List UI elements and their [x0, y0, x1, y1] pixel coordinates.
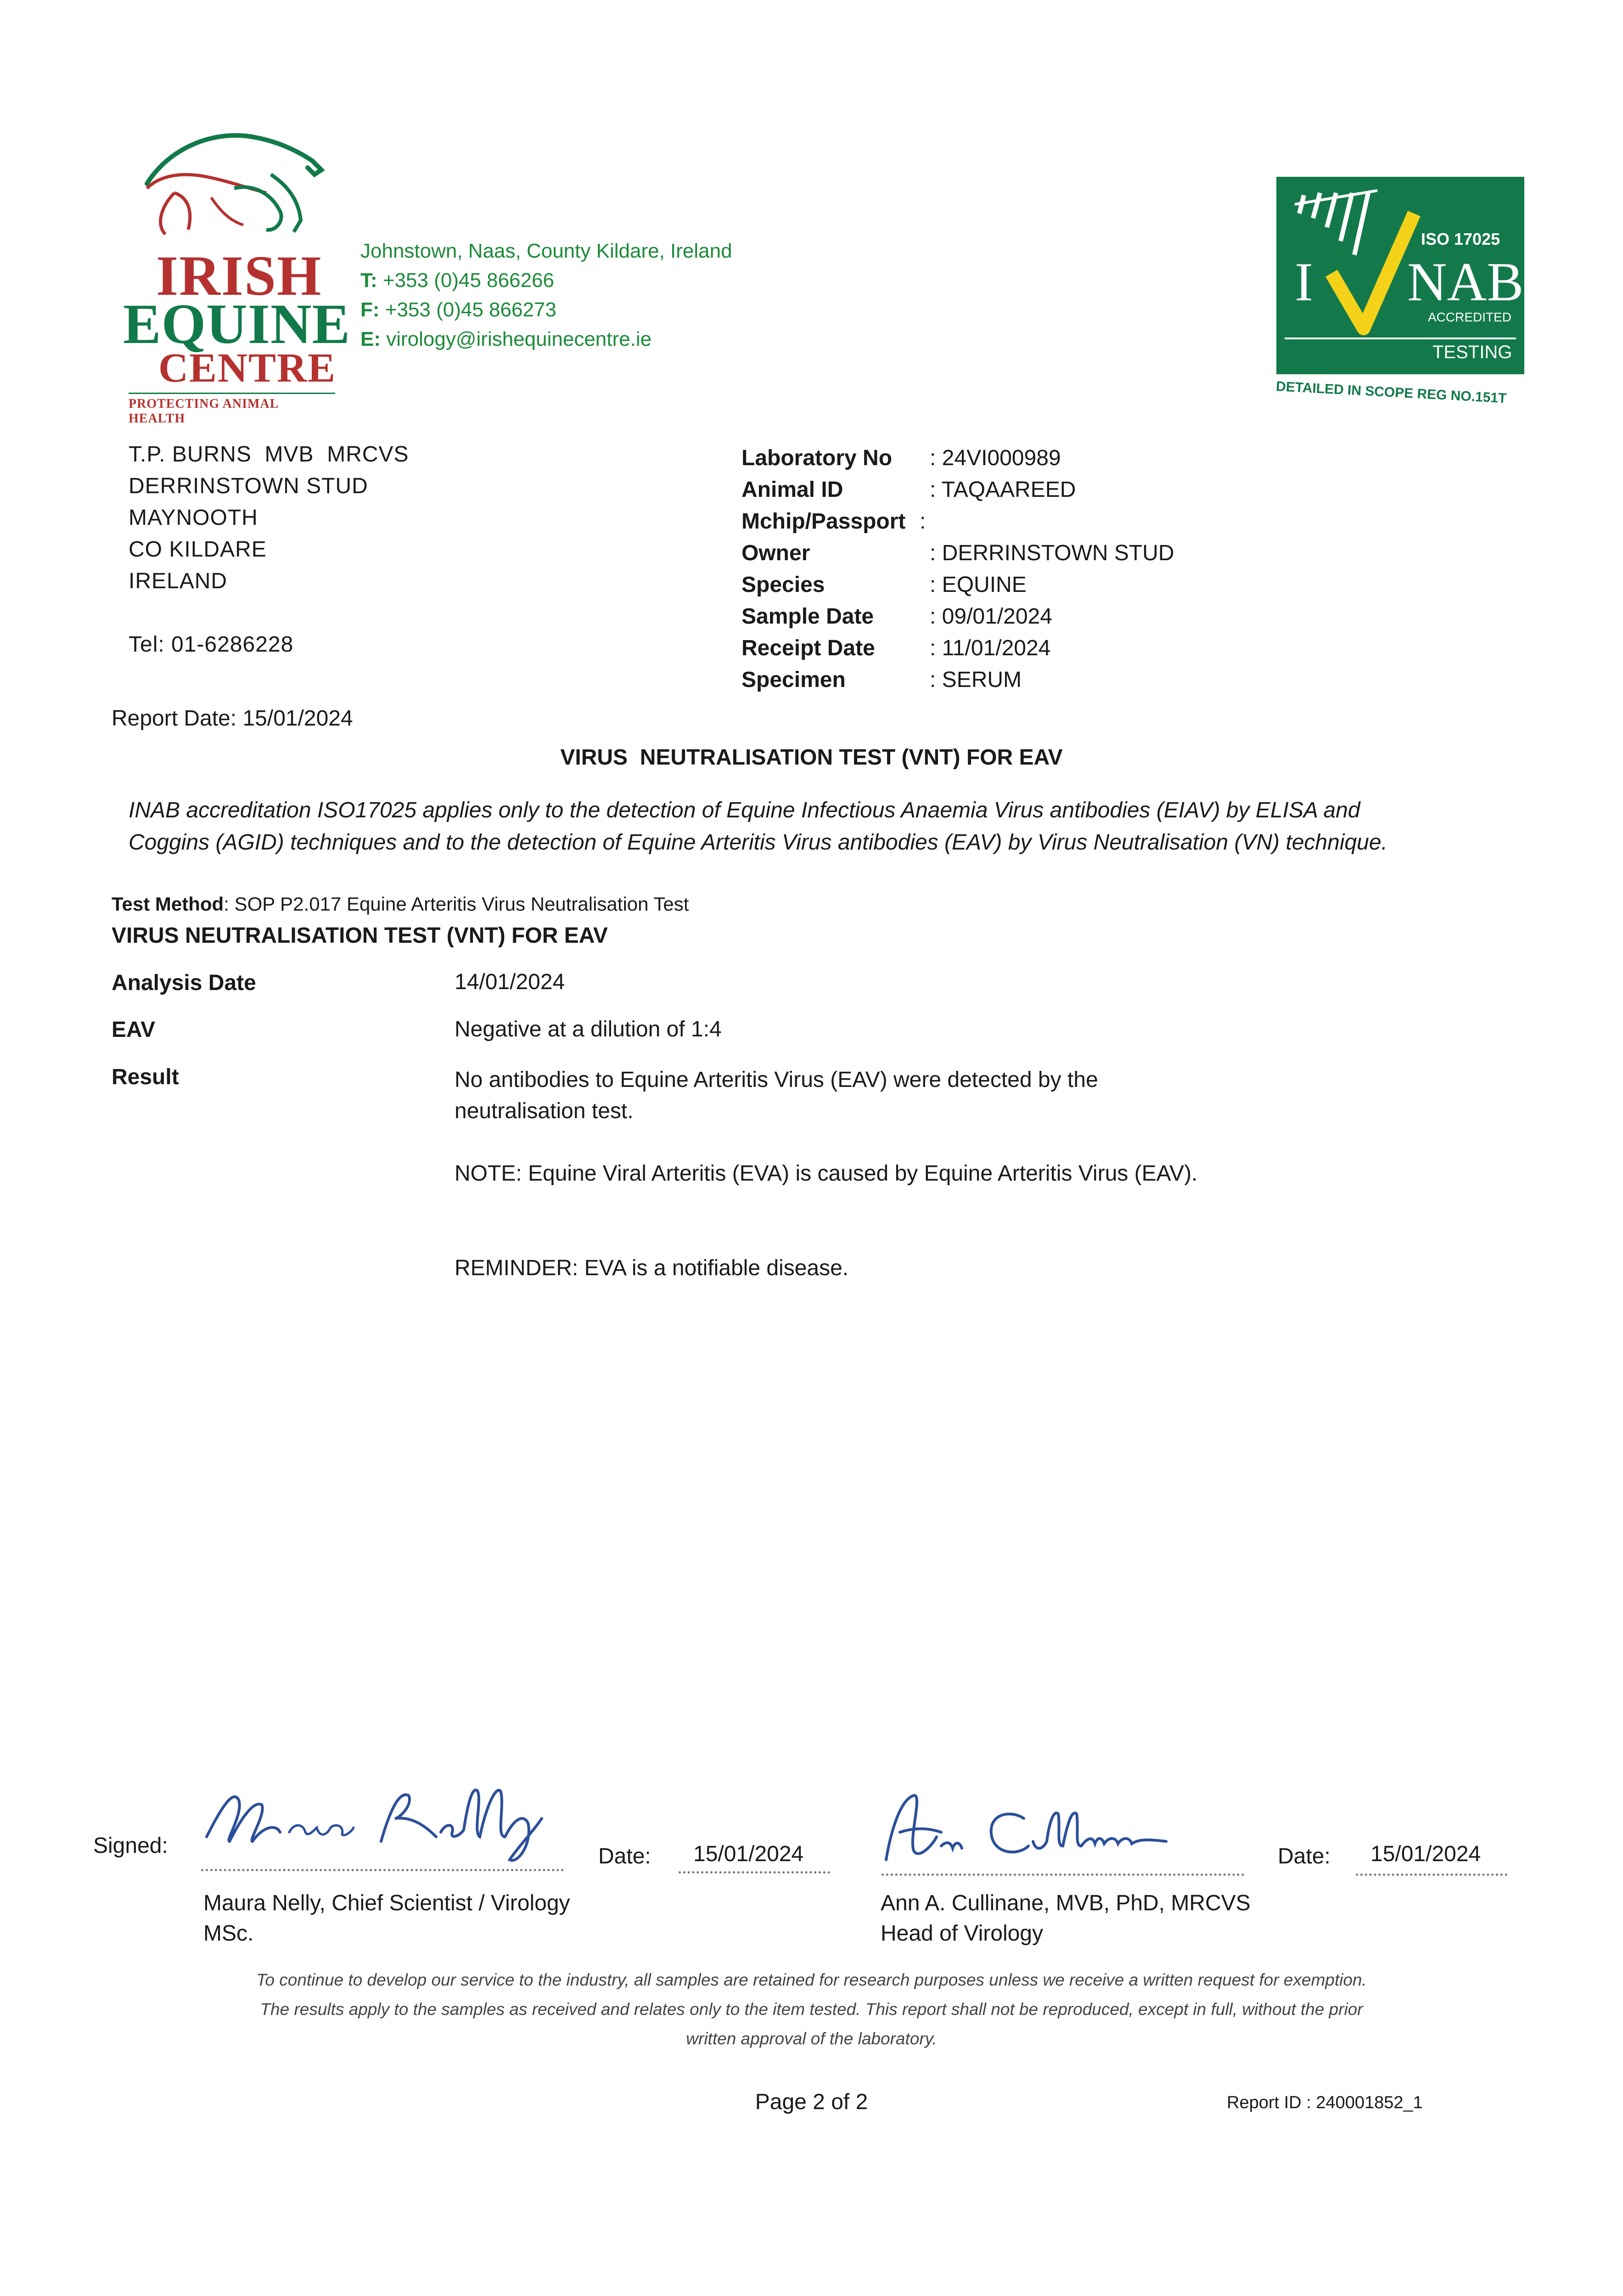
inab-testing-label: TESTING [1432, 342, 1512, 362]
logo-line-irish: IRISH [156, 244, 322, 307]
info-value: : 09/01/2024 [930, 604, 1052, 629]
recipient-line: MAYNOOTH [129, 506, 258, 530]
test-method-label: Test Method [112, 893, 224, 915]
info-value: : 24VI000989 [930, 446, 1061, 470]
result-note: NOTE: Equine Viral Arteritis (EVA) is caused by Equine Arteritis Virus (EAV). [455, 1161, 1198, 1186]
date-line-left [679, 1871, 830, 1874]
info-label: Laboratory No [741, 446, 893, 470]
inab-badge-box [1276, 177, 1524, 374]
sample-info-row [741, 506, 1174, 537]
signature-ann-cullinane-icon [872, 1782, 1240, 1874]
eav-label: EAV [112, 1018, 156, 1042]
inab-scope-label: DETAILED IN SCOPE REG NO.151T [1275, 379, 1507, 406]
logo-tagline: PROTECTING ANIMAL HEALTH [129, 393, 335, 426]
signer-right-name: Ann A. Cullinane, MVB, PhD, MRCVS [881, 1891, 1251, 1915]
sample-info-table [741, 442, 1174, 696]
section-title: VIRUS NEUTRALISATION TEST (VNT) FOR EAV [112, 923, 608, 948]
sample-info-row [741, 474, 1174, 506]
contact-address: Johnstown, Naas, County Kildare, Ireland [360, 240, 732, 262]
info-label: Mchip/Passport [741, 509, 906, 534]
signature-maura-nelly-icon [197, 1773, 565, 1874]
info-label: Receipt Date [741, 636, 875, 660]
page-title: VIRUS NEUTRALISATION TEST (VNT) FOR EAV [560, 745, 1063, 770]
footer-line: The results apply to the samples as received and relates only to the item tested. This report shall not be reproduced, except in full, without the prior [260, 2000, 1363, 2019]
page-number: Page 2 of 2 [755, 2090, 868, 2114]
info-value: : SERUM [930, 668, 1022, 692]
date-line-right [1356, 1874, 1507, 1876]
logo-line-centre: CENTRE [158, 345, 337, 391]
result-text: No antibodies to Equine Arteritis Virus (EAV) were detected by the neutralisation test. [455, 1068, 1098, 1123]
logo-line-equine: EQUINE [123, 293, 351, 355]
info-value: : 11/01/2024 [930, 636, 1051, 660]
sample-info-row [741, 632, 1174, 664]
contact-email[interactable]: E: virology@irishequinecentre.ie [360, 328, 652, 350]
sample-info-row [741, 664, 1174, 696]
sample-info-row [741, 569, 1174, 601]
test-method [112, 893, 689, 915]
recipient-line: CO KILDARE [129, 537, 267, 562]
recipient-line: T.P. BURNS MVB MRCVS [129, 442, 409, 467]
info-value: : DERRINSTOWN STUD [930, 541, 1174, 565]
accreditation-note: INAB accreditation ISO17025 applies only to the detection of Equine Infectious Anaemia Virus antibodies (EIAV) by ELISA and Coggins (AGID) techniques and to the detection of Equine Arteritis Virus antibodies (EAV) by Virus Neutralisation (VN) technique. [129, 798, 1387, 855]
logo [119, 119, 351, 426]
info-label: Specimen [741, 668, 846, 692]
info-value: : [920, 509, 926, 534]
result-reminder: REMINDER: EVA is a notifiable disease. [455, 1256, 849, 1280]
test-method-value: : SOP P2.017 Equine Arteritis Virus Neutralisation Test [224, 893, 689, 915]
footer-disclaimer [138, 1965, 1485, 2054]
eav-value: Negative at a dilution of 1:4 [455, 1017, 722, 1041]
recipient-address [129, 439, 409, 660]
inab-iso-label: ISO 17025 [1421, 230, 1500, 248]
signature-line-right [882, 1874, 1244, 1876]
analysis-date-value: 14/01/2024 [455, 970, 565, 994]
info-value: : TAQAAREED [930, 478, 1076, 502]
signer-left-name: Maura Nelly, Chief Scientist / Virology [203, 1891, 570, 1915]
inab-accreditation-badge [1276, 177, 1524, 406]
date-value-left: 15/01/2024 [693, 1842, 804, 1866]
signed-label: Signed: [93, 1834, 168, 1858]
recipient-tel: Tel: 01-6286228 [129, 632, 294, 657]
signature-line-left [201, 1869, 564, 1871]
footer-line: written approval of the laboratory. [686, 2029, 937, 2048]
inab-letter-i: I [1295, 251, 1313, 312]
horse-logo-icon [119, 119, 340, 248]
info-value: : EQUINE [930, 573, 1027, 597]
contact-block [360, 236, 820, 354]
inab-letters-nab: NAB [1407, 251, 1524, 312]
sample-info-row [741, 442, 1174, 474]
date-label-left: Date: [598, 1844, 651, 1868]
analysis-date-label: Analysis Date [112, 971, 256, 995]
recipient-line: IRELAND [129, 569, 228, 593]
signer-left-title: MSc. [203, 1921, 254, 1946]
info-label: Species [741, 573, 825, 597]
contact-fax: F: +353 (0)45 866273 [360, 298, 556, 321]
info-label: Owner [741, 541, 810, 565]
sample-info-row [741, 601, 1174, 632]
signature-right [872, 1782, 1240, 1874]
contact-phone: T: +353 (0)45 866266 [360, 269, 554, 292]
signature-left [197, 1773, 565, 1874]
date-value-right: 15/01/2024 [1370, 1842, 1481, 1866]
report-date: Report Date: 15/01/2024 [112, 706, 353, 731]
date-label-right: Date: [1278, 1844, 1331, 1868]
info-label: Animal ID [741, 478, 843, 502]
sample-info-row [741, 537, 1174, 569]
signer-right-title: Head of Virology [881, 1921, 1043, 1946]
info-label: Sample Date [741, 604, 874, 629]
result-label: Result [112, 1065, 179, 1089]
footer-line: To continue to develop our service to the industry, all samples are retained for research purposes unless we receive a written request for exemption. [256, 1970, 1367, 1989]
inab-accredited-label: ACCREDITED [1428, 310, 1512, 324]
report-id: Report ID : 240001852_1 [1227, 2093, 1423, 2112]
recipient-line: DERRINSTOWN STUD [129, 474, 368, 498]
